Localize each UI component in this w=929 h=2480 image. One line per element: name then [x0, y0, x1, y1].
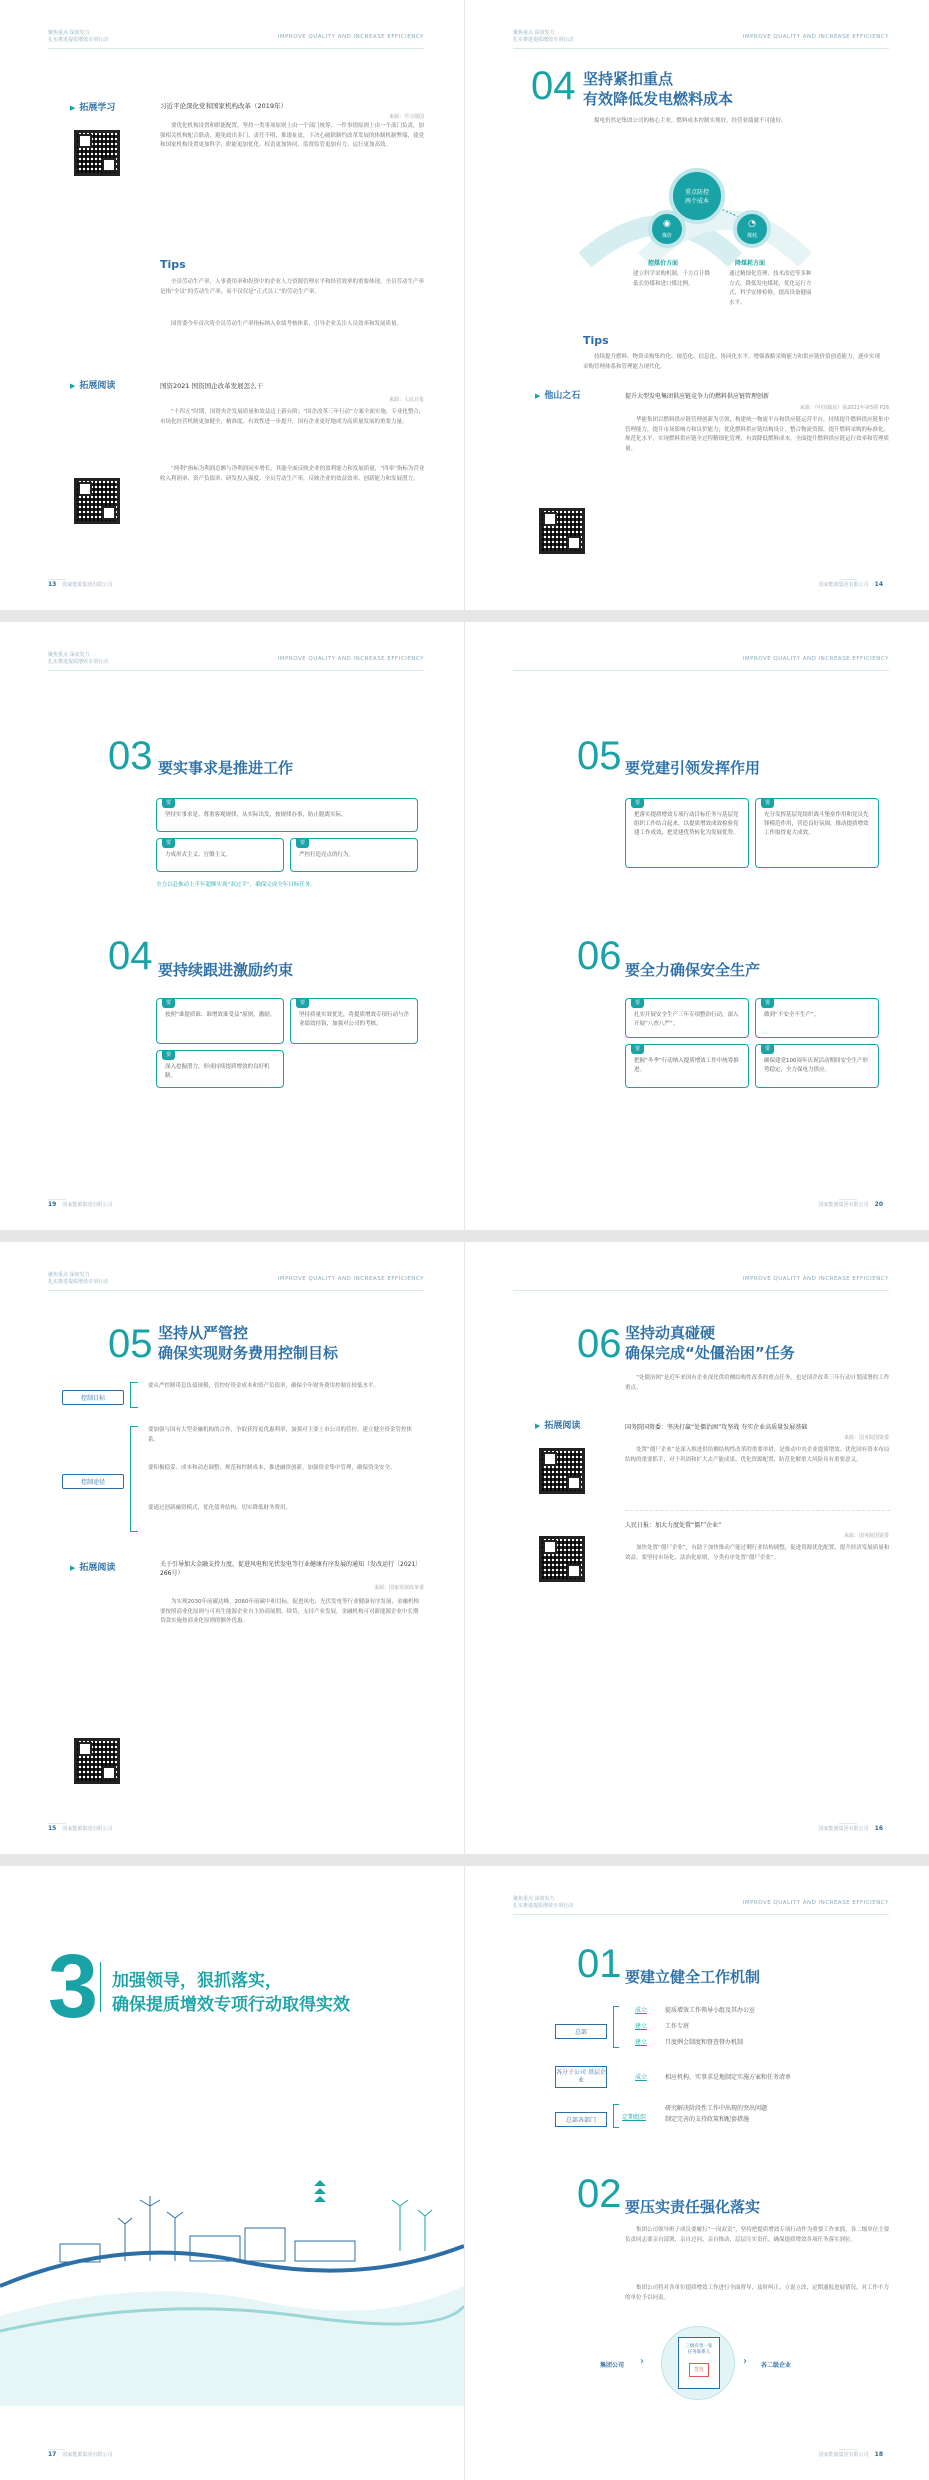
- article-body-2a: “十四五”时期，国资央企发展质量和效益迈上新台阶；“国企改革三年行动”方案全面实施，专业化整合，市场化经营机制更加健全，精准度、有效性进一步提升，国有企业更好地成为高质量发展的重要力量。: [160, 409, 425, 425]
- section-title: 要持续跟进激励约束: [158, 961, 294, 979]
- footer-label: 国家能源集团有限公司: [818, 582, 869, 588]
- footer-divider: [48, 1199, 66, 1200]
- article-source: 来源：国家发展改革委: [373, 1585, 424, 1591]
- footer-label: 国家能源集团有限公司: [62, 2452, 113, 2458]
- section-number: 03: [108, 734, 153, 778]
- path-body-3: 要通过创新融资模式，优化债务结构，切实降低财务费用。: [148, 1505, 292, 1511]
- qr-code: [539, 508, 585, 554]
- header-divider: [513, 1914, 889, 1915]
- page-number: 13: [48, 581, 57, 588]
- section-title-1: 坚持紧扣重点: [583, 70, 674, 88]
- article-body: 华能集团以燃料供应链管理创新为引领，构建统一物流平台和供应链运营平台，持续提升燃料供应链集中管理能力，提升市场影响力和议价能力；优化燃料供应链结构设计，整合物流资源，提升燃料采购的标准化、规范化水平，实现燃料供应链全过程精细化管理，有效降低燃料成本，全面提升燃料供应链运行效率和管理质量。: [625, 417, 890, 452]
- article-body-2: 加快处置“僵尸企业”，有助于加快推动产能过剩行业结构调整，促进资源优化配置，提升经济发展质量和效益。要坚持市场化、法治化原则，分类有序处置“僵尸企业”。: [625, 1545, 890, 1561]
- page-15: [0, 1242, 464, 1854]
- right-title: 降煤耗方面: [735, 260, 766, 267]
- path-body-1: 要加强与国有大型金融机构的合作，争取获得更优惠利率，加强对主要上市公司的管控，建立健全资金管控体系。: [148, 1427, 413, 1443]
- header-right: IMPROVE QUALITY AND INCREASE EFFICIENCY: [742, 1900, 889, 1906]
- section-note: 全力以赴推动上半年超额实现“双过半”，确保完成全年目标任务。: [156, 882, 316, 888]
- row-text: 月度例会制度和督查督办机制: [665, 2039, 744, 2046]
- page-number: 18: [874, 2451, 883, 2458]
- article-title: 提升大型发电集团供应链竞争力的燃料供应链管理创新: [625, 393, 770, 400]
- article-title-2: 人民日报：加大力度处置“僵尸企业”: [625, 1522, 722, 1529]
- header-divider: [513, 1290, 889, 1291]
- article-title: 关于引导加大金融支持力度，促进风电和光伏发电等行业健康有序发展的通知（发改运行〔2021〕266号）: [160, 1561, 422, 1577]
- body-1: 集团公司领导班子成员要履行“一岗双责”，坚持把提质增效专项行动作为重要工作来抓，各二级单位主要负责同志要亲自部署、亲自过问、亲自推动，层层压实责任，确保提质增效各项任务落实到位。: [625, 2227, 890, 2243]
- flow-center: [661, 2326, 735, 2400]
- article-body-2b: “两利”指标为利润总额与净利润同步增长，其能全面反映企业的盈利能力和发展质量，“四率”指标为营业收入利润率、资产负债率、研发投入强度、全员劳动生产率，反映企业的效益效率、创新能力和发展潜力。: [160, 466, 425, 482]
- header-divider: [48, 1290, 424, 1291]
- tag-reading: ▶ 拓展阅读: [70, 1560, 115, 1573]
- chapter-number: 3: [48, 1937, 99, 2037]
- article-body: 要优化机构设置和职能配置，坚持一类事项原则上由一个部门统筹、一件事情原则上由一个部门负责，加强相关机构配合联动，避免政出多门、责任不明、推诿扯皮，下决心破除制约改革发展的体制机制弊端，使党和国家机构设置更加科学、职能更加优化、权责更加协同、监督监管更加有力、运行更加高效。: [160, 123, 425, 149]
- section-title: 要建立健全工作机制: [625, 1968, 761, 1986]
- section-number: 05: [108, 1322, 153, 1366]
- label-target: 控制目标: [62, 1390, 124, 1405]
- footer: [819, 1201, 889, 1208]
- chapter-title-1: 加强领导，狠抓落实，: [112, 1971, 282, 1991]
- section-number: 06: [577, 1322, 622, 1366]
- bracket: [130, 1426, 138, 1532]
- page-19: [0, 622, 464, 1230]
- section-title-1: 坚持从严管控: [158, 1324, 249, 1342]
- footer-divider: [839, 1199, 857, 1200]
- header-divider: [513, 670, 889, 671]
- mechanism-label: 各分子公司 基层企业: [555, 2066, 607, 2088]
- bracket: [613, 2104, 619, 2128]
- page-14: [465, 0, 929, 610]
- footer: [819, 1825, 889, 1832]
- mechanism-label: 总部: [555, 2024, 607, 2039]
- section-number: 05: [577, 734, 622, 778]
- landscape-illustration: [0, 2166, 464, 2406]
- chapter-divider: [100, 1962, 101, 2012]
- center-node: 重点防控 两个成本: [669, 168, 725, 224]
- bracket: [130, 1382, 138, 1408]
- section-number: 06: [577, 934, 622, 978]
- article-body: 为实现2030年前碳达峰、2060年前碳中和目标，促进风电、光伏发电等行业健康有序发展，金融机构要按照商业化原则与可再生能源企业自主协商展期、续贷，支持产业发展。金融机构可对新能源企业中长期贷款实施按商业化原则的额外优惠。: [160, 1599, 419, 1625]
- header-right: IMPROVE QUALITY AND INCREASE EFFICIENCY: [277, 34, 424, 40]
- tips-body: 持续提升燃料、物资采购集约化、规范化、信息化、协同化水平，增强战略采购能力和供应链价值创造能力，逐步实现采购管理体系和管理能力现代化。: [583, 354, 881, 370]
- role: 建立: [635, 2039, 648, 2046]
- requirement-box: 要 充分发挥基层党组织战斗堡垒作用和党员先锋模范作用，营造良好氛围，推动提质增效工作取得更大成效。: [755, 798, 879, 868]
- divider: [625, 1510, 890, 1511]
- header-right: IMPROVE QUALITY AND INCREASE EFFICIENCY: [742, 656, 889, 662]
- qr-code: [539, 1448, 585, 1494]
- page-17: [0, 1866, 464, 2480]
- arrow-icon: ›: [640, 2356, 644, 2367]
- role: 建立: [635, 2023, 648, 2030]
- footer-divider: [839, 579, 857, 580]
- page-number: 17: [48, 2451, 57, 2458]
- header-left: 聚焦重点 深度发力 扎实推进提质增效专项行动: [48, 1272, 109, 1285]
- tips-body-2: 国资委今年首次将全员劳动生产率指标纳入业绩考核体系，引导企业关注人员效率和发展质量。: [171, 321, 403, 327]
- footer-label: 国家能源集团有限公司: [62, 1826, 113, 1832]
- footer: [819, 2451, 889, 2458]
- arrow-icon: ›: [743, 2356, 747, 2367]
- footer-label: 国家能源集团有限公司: [818, 1826, 869, 1832]
- section-title: 要党建引领发挥作用: [625, 759, 761, 777]
- footer: [48, 2451, 112, 2458]
- page-13: [0, 0, 464, 610]
- footer-divider: [839, 2449, 857, 2450]
- header-left: 聚焦重点 深度发力 扎实推进提质增效专项行动: [48, 652, 109, 665]
- gauge-icon: ◔: [748, 219, 756, 229]
- document-card: 三级有害一张 任务联系人 签发: [678, 2337, 720, 2389]
- article-source: 来源：国务院国资委: [843, 1435, 889, 1441]
- footer: [48, 581, 112, 588]
- role: 定期组织: [622, 2114, 647, 2121]
- article-source: 来源：《中国煤炭》第2021年第5期 P26: [799, 405, 889, 411]
- section-intro: 煤电仍然是集团公司的核心主业，燃料成本控制实现好，经营业绩就不可能好。: [594, 118, 787, 124]
- body-2: 集团公司将对各单位提质增效工作进行全面督导，及时纠正、立说立改，定期通报进展情况，对工作不力的单位予以问责。: [625, 2285, 890, 2301]
- requirement-box: 要 把落实提质增效专项行动目标任务与基层党组织工作结合起来，以提质增效成效检验党建工作成效，把党建优势转化为发展优势。: [625, 798, 749, 868]
- bracket: [613, 2006, 619, 2048]
- node-coal-consumption: ◔ 煤耗: [733, 210, 771, 248]
- node-coal-price: ◉ 煤价: [648, 210, 686, 248]
- section-number: 01: [577, 1942, 622, 1986]
- page-number: 20: [874, 1201, 883, 1208]
- role: 成立: [635, 2007, 648, 2014]
- page-number: 19: [48, 1201, 57, 1208]
- footer-label: 国家能源集团有限公司: [62, 582, 113, 588]
- chapter-title-2: 确保提质增效专项行动取得实效: [112, 1995, 350, 2015]
- right-body: 通过精细化管理、技术改造等多种方式，降低发电煤耗，优化运行方式，科学安排检修，提高设备健康水平。: [729, 271, 812, 306]
- requirement-box: 要 做到“不安全不生产”。: [755, 998, 879, 1038]
- article-body: 处置“僵尸企业”是深入推进供给侧结构性改革的重要举措，是推动中央企业提质增效、优化国有资本布局结构的重要抓手，对于巩固和扩大去产能成果、优化资源配置、防范化解重大风险具有重要意义。: [625, 1447, 890, 1463]
- section-title: 要实事求是推进工作: [158, 759, 294, 777]
- requirement-box: 要 确保建党100周年庆祝活动期间安全生产形势稳定，全力保电力供应。: [755, 1044, 879, 1088]
- mechanism-label: 总部各部门: [555, 2112, 607, 2127]
- requirement-box: 要 把握“冬季”行动纳入提质增效工作中统筹推进。: [625, 1044, 749, 1088]
- footer-label: 国家能源集团有限公司: [818, 1202, 869, 1208]
- qr-code: [74, 478, 120, 524]
- page-number: 14: [874, 581, 883, 588]
- section-title-1: 坚持动真碰硬: [625, 1324, 716, 1342]
- section-title-2: 确保完成“处僵治困”任务: [625, 1344, 795, 1362]
- header-right: IMPROVE QUALITY AND INCREASE EFFICIENCY: [277, 1276, 424, 1282]
- header-left: 聚焦重点 深度发力 扎实推进提质增效专项行动: [48, 30, 109, 43]
- header-divider: [513, 48, 889, 49]
- tips-body-1: 全员劳动生产率，人事费用率和投资中的企业人力资源管理水平和经营效率的重要体现。全员劳动生产率是指“全员”的劳动生产率，而不仅仅是“正式员工”的劳动生产率。: [160, 279, 425, 295]
- requirement-box: 要 扎实开展安全生产三年专项整治行动，深入开展“八查八严”。: [625, 998, 749, 1038]
- left-body: 建立科学采购机制，千方百计降低长协煤和进口煤比例。: [633, 271, 711, 287]
- row-text: 研究解决阶段性工作中出现的突出问题 制定完善的支持政策和配套措施: [665, 2105, 768, 2123]
- target-body: 要从严控制带息负债规模，管控好资金成本和资产负债率，确保全年财务费用控制在较低水平。: [148, 1383, 380, 1389]
- row-text: 提质增效工作领导小组及其办公室: [665, 2007, 756, 2014]
- header-right: IMPROVE QUALITY AND INCREASE EFFICIENCY: [742, 34, 889, 40]
- footer: [819, 581, 889, 588]
- page-20: [465, 622, 929, 1230]
- page-16: [465, 1242, 929, 1854]
- path-body-2: 要积极稳妥、成本和动态调整，规范和控制成本，推进融资创新，加强资金集中管理，确保资金安全。: [148, 1465, 396, 1471]
- qr-code: [539, 1536, 585, 1582]
- article-title: 国务院国资委：坚决打赢“处僵治困”攻坚战 夯实企业高质量发展基础: [625, 1424, 808, 1431]
- coin-icon: ◉: [663, 219, 671, 229]
- footer: [48, 1825, 112, 1832]
- row-text: 相应机构，实事求是地制定实施方案和任务清单: [665, 2074, 792, 2081]
- footer-divider: [839, 1823, 857, 1824]
- role: 成立: [635, 2074, 648, 2081]
- header-left: 聚焦重点 深度发力 扎实推进提质增效专项行动: [513, 1896, 574, 1909]
- tips-title: Tips: [583, 334, 609, 347]
- header-divider: [48, 670, 424, 671]
- article-title: 习近平论深化党和国家机构改革（2019年）: [160, 102, 288, 110]
- page-number: 15: [48, 1825, 57, 1832]
- section-title: 要压实责任强化落实: [625, 2198, 761, 2216]
- row-text: 工作专班: [665, 2023, 690, 2030]
- section-number: 04: [108, 934, 153, 978]
- footer-divider: [48, 2449, 66, 2450]
- article-source: 来源：学习强国: [388, 114, 424, 120]
- footer-divider: [48, 1823, 66, 1824]
- label-path: 控制途径: [62, 1474, 124, 1489]
- tag-study: ▶ 拓展学习: [70, 100, 115, 113]
- article-title-2: 国资2021 国资国企改革发展怎么干: [160, 382, 264, 390]
- requirement-box: 要 坚持实事求是、尊重客观规律，从实际出发，按规律办事，防止脱离实际。: [156, 798, 418, 832]
- requirement-box: 要 坚持质量实效优先，将提质增效专项行动与企业绩效挂钩，加强对公司的考核。: [290, 998, 418, 1044]
- footer: [48, 1201, 112, 1208]
- section-intro: “处僵治困”是近年来国有企业深化供给侧结构性改革的重点任务，也是国企改革三年行动计划部署的工作重点。: [625, 1375, 890, 1391]
- article-source-2: 来源：人民日报: [388, 397, 424, 403]
- tips-title: Tips: [160, 258, 186, 271]
- requirement-box: 要 力戒形式主义、官僚主义。: [156, 838, 284, 872]
- section-title-2: 确保实现财务费用控制目标: [158, 1344, 339, 1362]
- footer-label: 国家能源集团有限公司: [818, 2452, 869, 2458]
- flow-left: 集团公司: [600, 2362, 625, 2369]
- section-title: 要全力确保安全生产: [625, 961, 761, 979]
- requirement-box: 要 严控打造亮点的行为。: [290, 838, 418, 872]
- footer-label: 国家能源集团有限公司: [62, 1202, 113, 1208]
- tag-reading: ▶ 拓展阅读: [70, 378, 115, 391]
- section-title-2: 有效降低发电燃料成本: [583, 90, 734, 108]
- qr-code: [74, 1738, 120, 1784]
- qr-code: [74, 130, 120, 176]
- requirement-box: 要 深入挖掘潜力，形成持续提质增效的良好机制。: [156, 1050, 284, 1088]
- tag-reading: ▶ 拓展阅读: [535, 1418, 580, 1431]
- article-source-2: 来源：国务院国资委: [843, 1533, 889, 1539]
- page-18: [465, 1866, 929, 2480]
- section-number: 04: [531, 64, 576, 108]
- section-number: 02: [577, 2172, 622, 2216]
- page-number: 16: [874, 1825, 883, 1832]
- footer-divider: [48, 579, 66, 580]
- header-right: IMPROVE QUALITY AND INCREASE EFFICIENCY: [277, 656, 424, 662]
- left-title: 控煤价方面: [648, 260, 679, 267]
- flow-right: 各二级企业: [761, 2362, 792, 2369]
- tag-other: ▶ 他山之石: [535, 388, 580, 401]
- requirement-box: 要 按照“谁提质谁、谁增效谁受益”原则，激励。: [156, 998, 284, 1044]
- header-left: 聚焦重点 深度发力 扎实推进提质增效专项行动: [513, 30, 574, 43]
- header-right: IMPROVE QUALITY AND INCREASE EFFICIENCY: [742, 1276, 889, 1282]
- header-divider: [48, 48, 424, 49]
- stamp: 签发: [689, 2363, 709, 2377]
